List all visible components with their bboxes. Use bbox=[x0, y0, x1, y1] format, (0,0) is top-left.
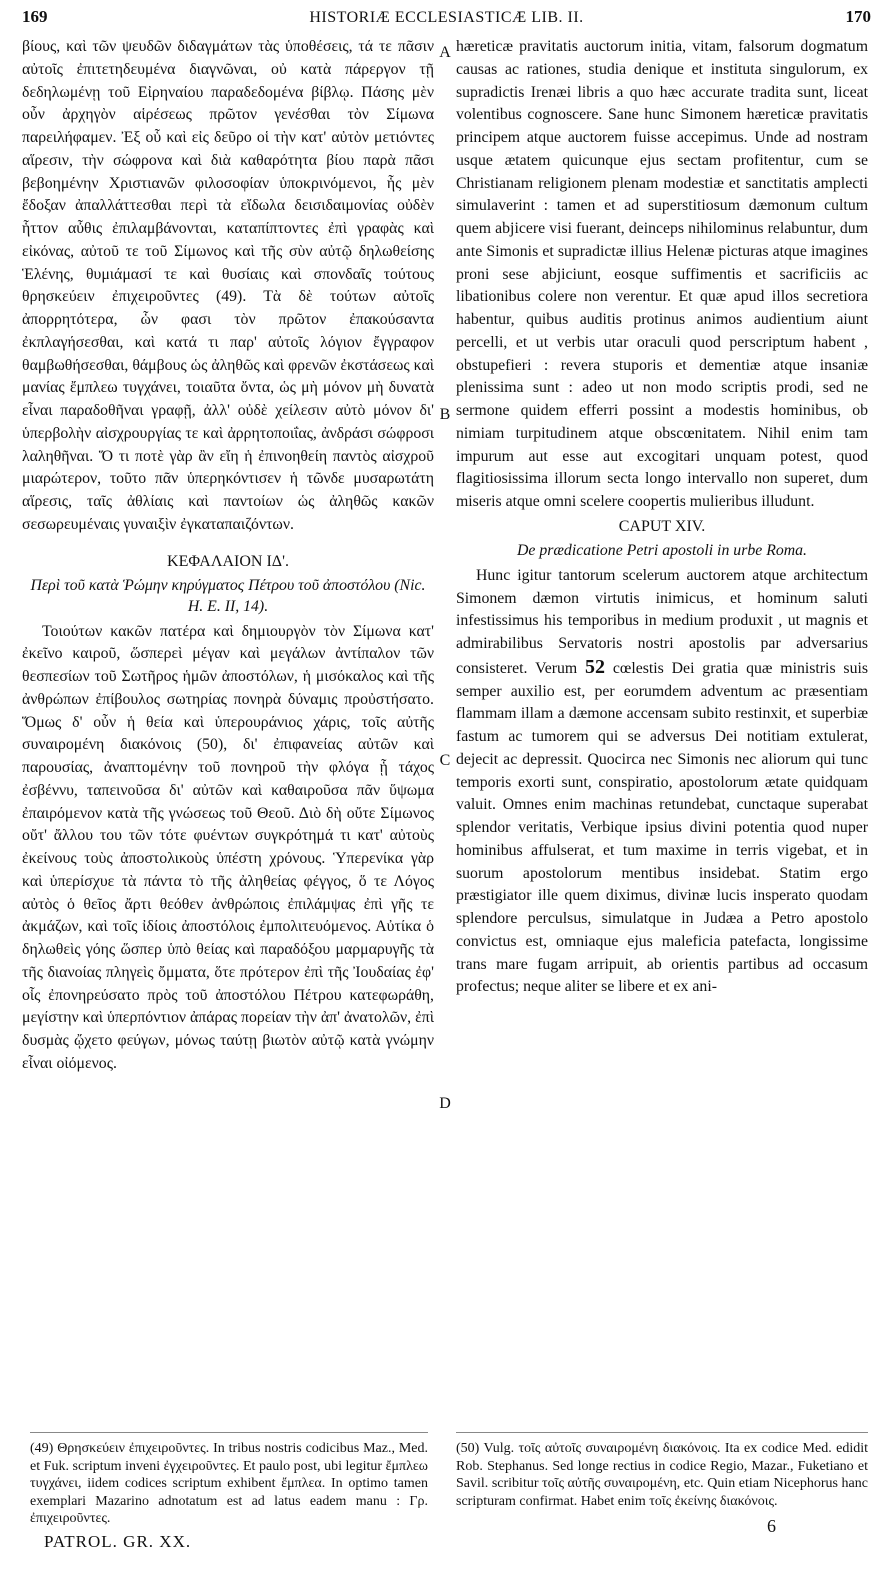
footnote-50: (50) Vulg. τοῖς αὐτοῖς συναιρομένη διακόνοις. Ita ex codice Med. edidit Rob. Stephanus. Sed longe rectius in codice Regio, Mazar., Fuketiano et Savil. scribitur τοῖς αὐτῆς συναιρομένη, etc. Quin etiam Nicephorus hanc scripturam confirmat. Habet enim τοῖς ἐκείνης διακόνοις. bbox=[456, 1441, 868, 1509]
margin-letter-b: B bbox=[439, 406, 451, 423]
greek-chapter-subtitle: Περὶ τοῦ κατὰ Ῥώμην κηρύγματος Πέτρου τοῦ ἀποστόλου (Nic. H. E. II, 14). bbox=[30, 576, 426, 615]
latin-column bbox=[456, 36, 868, 999]
latin-paragraph-2a: Hunc igitur tantorum scelerum auctorem atque architectum Simonem dæmon virtutis inimicus, et hominum saluti infestissimus his temporibus in medium produxit , ut magnis et admirabilibus Servatoris nostri apostolis par adversarius consisteret. Verum bbox=[456, 566, 868, 677]
greek-paragraph-1: βίους, καὶ τῶν ψευδῶν διδαγμάτων τὰς ὑποθέσεις, τά τε πᾶσιν αὐτοῖς ἐπιτετηδευμένα διαγνῶναι, οὐ κατὰ πάρεργον τῇ δεδηλωμένῃ τοῦ Εἰρηναίου παραδεδομένα βίβλῳ. Πάσης μὲν οὖν ἀρχηγὸν αἱρέσεως πρῶτον γενέσθαι τὸν Σίμωνα παρειλήφαμεν. Ἐξ οὗ καὶ εἰς δεῦρο οἱ τὴν κατ' αὐτὸν μετιόντες αἵρεσιν, τὴν σώφρονα καὶ διὰ καθαρότητα βίου παρὰ πᾶσι βεβοημένην Χριστιανῶν φιλοσοφίαν ὑποκρινόμενοι, ἧς μὲν ἔδοξαν ἀπαλλάττεσθαι περὶ τὰ εἴδωλα δεισιδαιμονίας οὐδὲν ἧττον αὖθις ἐπιλαμβάνονται, καταπίπτοντες ἐπὶ γραφὰς καὶ εἰκόνας, αὐτοῦ τε τοῦ Σίμωνος καὶ τῆς σὺν αὐτῷ δηλωθείσης Ἑλένης, θυμιάμασί τε καὶ θυσίαις καὶ σπονδαῖς τούτους θρησκεύειν ἐπιχειροῦντες (49). Τὰ δὲ τούτων αὐτοῖς ἀπορρητότερα, ὧν φασι τὸν πρῶτον ἐπακούσαντα ἐκπλαγήσεσθαι, καὶ κατά τι παρ' αὐτοῖς λόγιον ἔγγραφον θαμβωθήσεσθαι, θάμβους ὡς ἀληθῶς καὶ φρενῶν ἐκστάσεως καὶ μανίας ἔμπλεω τυγχάνει, τοιαῦτα ὄντα, ὡς μὴ μόνον μὴ δυνατὰ εἶναι παραδοθῆναι γραφῇ, ἀλλ' οὐδὲ χείλεσιν αὐτὸ μόνον δι' ὑπερβολὴν αἰσχρουργίας τε καὶ ἀρρητοποιΐας, ἀνδράσι σώφροσι λαληθῆναι. Ὅ τι ποτὲ γὰρ ἂν εἴη ἡ ἐπινοηθείη παντὸς αἰσχροῦ μιαρώτερον, τοῦτο πᾶν ὑπερηκόντισεν ἡ τῶνδε μυσαρωτάτη αἵρεσις, ταῖς ἀθλίαις καὶ παντοίων ὡς ἀληθῶς κακῶν σεσωρευμέναις γυναιξὶν ἐγκαταπαιζόντων. bbox=[22, 38, 434, 533]
greek-column bbox=[22, 36, 434, 1076]
running-header bbox=[22, 7, 871, 33]
series-signature: PATROL. GR. XX. bbox=[44, 1532, 192, 1551]
latin-paragraph-2b: cœlestis Dei gratia quæ ministris suis semper auxilio est, per eorumdem adventum ac præsentiam flammam illam a dæmone accensam subito restinxit, et superbiæ fastum ac tumorem qui se adversus Dei notitiam extulerat, dejecit ac depressit. Quocirca nec Simonis nec aliorum qui tunc temporis exorti sunt, conspiratio, apostolorum ætate quidquam valuit. Omnes enim machinas retundebat, cunctaque superabat splendor veritatis, Verbique ipsius divini potentia quod nuper hominibus affulserat, et tum maxime in terris vigebat, et in suorum apostolorum mentibus insidebat. Statim ergo præstigiator ille quem diximus, divinæ lucis insperato quodam splendore perculsus, simulatque in Judæa a Petro apostolo convictus est, omniaque ejus maleficia patefacta, longissime trans mare fugam arripuit, ab orientis partibus ad occasum profectus; neque aliter se libere et ex ani- bbox=[456, 659, 869, 996]
footnote-rule-left bbox=[30, 1432, 428, 1433]
latin-paragraph-2 bbox=[456, 565, 868, 999]
gathering-signature: 6 bbox=[767, 1516, 776, 1536]
greek-paragraph-2: Τοιούτων κακῶν πατέρα καὶ δημιουργὸν τὸν Σίμωνα κατ' ἐκεῖνο καιροῦ, ὥσπερεὶ μέγαν καὶ μεγάλων ἀντίπαλον τῶν θεσπεσίων τοῦ Σωτῆρος ἡμῶν ἀποστόλων, ἡ μισόκαλος καὶ τῆς ἀνθρώπων ἐπίβουλος σωτηρίας πονηρὰ δύναμις προὐστήσατο. Ὅμως δ' οὖν ἡ θεία καὶ ὑπερουράνιος χάρις, τοῖς αὐτῆς συναιρομένη διακόνοις (50), δι' ἐπιφανείας αὐτῶν καὶ παρουσίας, ἀναπτομένην τοῦ πονηροῦ τὴν φλόγα ᾗ τάχος ἐσβέννυ, ταπεινοῦσα δι' αὐτῶν καὶ καθαιροῦσα πᾶν ὕψωμα ἐπαιρόμενον κατὰ τῆς γνώσεως τοῦ Θεοῦ. Διὸ δὴ οὔτε Σίμωνος οὔτ' ἄλλου του τῶν τότε φυέντων συγκρότημά τι κατ' αὐτοὺς ἐκείνους τοὺς ἀποστολικοὺς ὑπέστη χρόνους. Ὑπερενίκα γὰρ καὶ ὑπερίσχυε τὰ πάντα τὸ τῆς ἀληθείας φέγγος, ὅ τε Λόγος αὐτὸς ὁ θεῖος ἄρτι θεόθεν ἀνθρώποις ἐπιλάμψας ἐπὶ γῆς τε ἀκμάζων, καὶ τοῖς ἰδίοις ἀποστόλοις ἐμπολιτευόμενος. Αὐτίκα ὁ δηλωθεὶς γόης ὥσπερ ὑπὸ θείας καὶ παραδόξου μαρμαρυγῆς τὰ τῆς διανοίας πληγεὶς ὄμματα, ὅτε πρότερον ἐπὶ τῆς Ἰουδαίας ἐφ' οἷς ἐπονηρεύσατο πρὸς τοῦ ἀποστόλου Πέτρου κατεφωράθη, μεγίστην καὶ ὑπερπόντιον ἀπάρας πορείαν τὴν ἀπ' ἀνατολῶν, ἐπὶ δυσμὰς ᾤχετο φεύγων, μόνως ταύτῃ βιωτὸν αὐτῷ κατὰ γνώμην εἶναι οἰόμενος. bbox=[22, 622, 434, 1072]
latin-chapter-subtitle: De prædicatione Petri apostoli in urbe Roma. bbox=[516, 541, 808, 559]
footnote-rule-right bbox=[456, 1432, 868, 1433]
running-title: HISTORIÆ ECCLESIASTICÆ LIB. II. bbox=[309, 9, 584, 26]
column-signature-number: 52 bbox=[585, 655, 606, 678]
page-number-left: 169 bbox=[22, 7, 48, 26]
margin-letter-d: D bbox=[439, 1095, 451, 1112]
margin-letter-a: A bbox=[439, 44, 451, 61]
latin-chapter-heading: CAPUT XIV. bbox=[618, 517, 706, 535]
page-number-right: 170 bbox=[845, 7, 871, 26]
margin-letter-c: C bbox=[439, 752, 451, 769]
latin-paragraph-1: hæreticæ pravitatis auctorum initia, vitam, falsorum dogmatum causas ac rationes, studia denique et instituta singulorum, ex supradictis Irenæi libris a quo hæc accurate tradita sunt, liceat volentibus cognoscere. Sane hunc Simonem hæreticæ pravitatis principem atque auctorem fuisse accepimus. Unde ad nostram usque ætatem quicunque ejus sectam profitentur, cum se Christianam religionem plenam modestiæ et sanctitatis amplecti simulaverint : tamen et ad superstitiosum dæmonum cultum quem abjicere visi fuerant, deinceps nihilominus relabuntur, dum ante Simonis et supradictæ illius Helenæ picturas atque imagines proni sese abjiciunt, eosque suffimentis et sacrificiis ac libationibus colere non verentur. Et quæ apud illos secretiora habentur, quibus auditis protinus animos audientium aiunt percelli, et ut verbis utar oraculi quod perscriptum habent , obstupefieri : revera stuporis et dementiæ atque insaniæ plenissima sunt : adeo ut non modo scriptis prodi, sed ne sermone quidem efferri possint a modestis hominibus, ob nimiam turpitudinem atque obscœnitatem. Nihil enim tam impurum aut esse aut excogitari unquam potest, quod flagitiosissima illorum secta longo intervallo non superet, dum miseris atque omni scelere coopertis mulieribus illudunt. bbox=[456, 38, 868, 510]
footnote-49: (49) Θρησκεύειν ἐπιχειροῦντες. In tribus nostris codicibus Maz., Med. et Fuk. scriptum inveni ἐγχειροῦντες. Et paulo post, ubi legitur ἔμπλεω τυγχάνει, iidem codices scriptum exhibent ἔμπλεα. In optimo tamen exemplari Mazarino adnotatum est ad latus eadem manu : Γρ. ἐπιχειροῦντες. bbox=[30, 1441, 428, 1526]
greek-chapter-heading: ΚΕΦΑΛΑΙΟΝ ΙΔ'. bbox=[167, 552, 289, 570]
